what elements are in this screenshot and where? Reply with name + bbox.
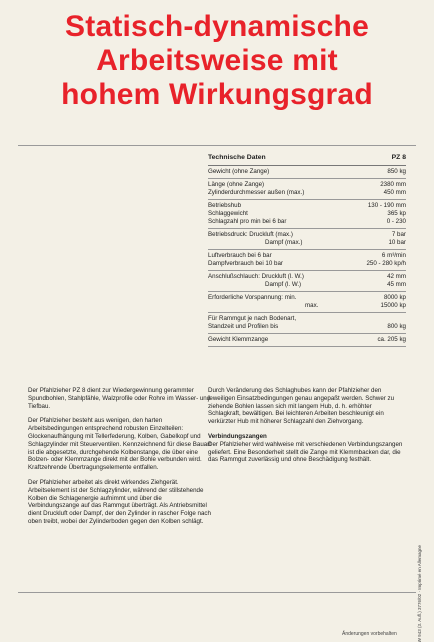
spec-label: max. xyxy=(305,302,319,309)
headline xyxy=(0,10,434,112)
spec-value: 250 - 280 kp/h xyxy=(366,260,406,267)
top-rule xyxy=(18,145,416,146)
left-paragraph-2: Der Pfahlzieher besteht aus wenigen, den harten Arbeitsbedingungen entsprechend robusten Einzelteilen: Glockenaufhängung mit Tellerfederung, Kolben, Gabelkopf und Schlagzylinder mit Steuerventilen. Kennzeichnend für diese Bauart ist die abgesetzte, durchgehende Kolbenstange, die über eine Bolzen- oder Klemmzange direkt mit der Bohle verbunden wird. Kraftzehrende Übertragungselemente entfallen. xyxy=(28,417,211,472)
spec-label: Dampf (l. W.) xyxy=(265,281,302,288)
right-paragraph-1: Durch Veränderung des Schlaghubes kann der Pfahlzieher den jeweiligen Einsatzbedingungen genau angepaßt werden. Schwer zu ziehende Bohlen lassen sich mit langem Hub, d. h. erhöhter Schlagkraft, bewältigen. Bei leichteren Arbeiten beschleunigt ein verkürzter Hub mit höherer Schlagzahl den Ziehvorgang. xyxy=(208,387,395,426)
spec-row xyxy=(208,302,406,310)
spec-value: 8000 kp xyxy=(383,294,406,301)
spec-group xyxy=(208,200,406,229)
spec-label: Dampfverbrauch bei 10 bar xyxy=(208,260,283,267)
spec-row xyxy=(208,168,406,176)
spec-row xyxy=(208,202,406,210)
technical-data-header xyxy=(208,154,406,166)
spec-group xyxy=(208,229,406,250)
spec-label: Gewicht Klemmzange xyxy=(208,336,269,343)
spec-row xyxy=(208,336,406,344)
print-code: W 943 (3. Aufl.) 3776/02 · Imprimé en Allemagne xyxy=(417,545,422,642)
spec-value: 6 m³/min xyxy=(381,252,406,259)
spec-value: 800 kg xyxy=(387,323,406,330)
spec-row xyxy=(208,315,406,323)
spec-group xyxy=(208,334,406,347)
spec-group xyxy=(208,179,406,200)
right-paragraph-2: Der Pfahlzieher wird wahlweise mit verschiedenen Verbindungszangen geliefert. Eine Besonderheit stellt die Zange mit Klemmbacken dar, die das Rammgut zuverlässig und ohne Beschädigung festhält. xyxy=(208,440,403,464)
spec-row xyxy=(208,210,406,218)
spec-label: Zylinderdurchmesser außen (max.) xyxy=(208,189,305,196)
spec-value: 10 bar xyxy=(388,239,406,246)
spec-row xyxy=(208,260,406,268)
left-paragraph-1: Der Pfahlzieher PZ 8 dient zur Wiedergewinnung gerammter Spundbohlen, Stahlpfähle, Walzprofile oder Rohre im Wasser- und Tiefbau. xyxy=(28,387,211,410)
spec-label: Betriebsdruck: Druckluft (max.) xyxy=(208,231,293,238)
spec-group xyxy=(208,250,406,271)
spec-row xyxy=(208,294,406,302)
spec-value: 15000 kp xyxy=(380,302,406,309)
left-column xyxy=(28,387,214,533)
technical-data-title: Technische Daten xyxy=(208,154,266,161)
footer-note: Änderungen vorbehalten xyxy=(342,631,397,637)
headline-line-1: Statisch-dynamische xyxy=(65,10,369,43)
right-column xyxy=(208,387,404,471)
headline-line-3: hohem Wirkungsgrad xyxy=(61,78,373,111)
spec-row xyxy=(208,231,406,239)
headline-line-2: Arbeitsweise mit xyxy=(96,44,338,77)
spec-label: Erforderliche Vorspannung: min. xyxy=(208,294,297,301)
bottom-rule xyxy=(18,592,416,593)
spec-label: Länge (ohne Zange) xyxy=(208,181,265,188)
spec-label: Für Rammgut je nach Bodenart, xyxy=(208,315,297,322)
spec-group xyxy=(208,313,406,334)
spec-group xyxy=(208,166,406,179)
spec-group xyxy=(208,292,406,313)
spec-value: 2380 mm xyxy=(380,181,406,188)
spec-value: ca. 205 kg xyxy=(377,336,406,343)
technical-data-table xyxy=(208,154,406,347)
spec-row xyxy=(208,281,406,289)
spec-value: 0 - 230 xyxy=(386,218,406,225)
spec-row xyxy=(208,218,406,226)
left-paragraph-3: Der Pfahlzieher arbeitet als direkt wirkendes Ziehgerät. Arbeitselement ist der Schlagzylinder, während der stillstehende Kolben die Schlagenergie aufnimmt und über die Verbindungszange auf das Rammgut überträgt. Als Antriebsmittel dient Druckluft oder Dampf, der den Zylinder in rascher Folge nach oben treibt, wobei der Zylinderboden gegen den Kolben schlägt. xyxy=(28,478,211,525)
spec-row xyxy=(208,189,406,197)
spec-row xyxy=(208,323,406,331)
spec-label: Schlagzahl pro min bei 6 bar xyxy=(208,218,287,225)
spec-label: Gewicht (ohne Zange) xyxy=(208,168,270,175)
spec-label: Standzeit und Profilen bis xyxy=(208,323,279,330)
spec-label: Luftverbrauch bei 6 bar xyxy=(208,252,272,259)
spec-value: 130 - 190 mm xyxy=(367,202,406,209)
spec-label: Betriebshub xyxy=(208,202,242,209)
spec-label: Schlaggewicht xyxy=(208,210,248,217)
spec-groups xyxy=(208,166,406,347)
right-subheading: Verbindungszangen xyxy=(208,432,267,440)
spec-label: Dampf (max.) xyxy=(265,239,303,246)
spec-value: 7 bar xyxy=(391,231,406,238)
spec-label: Anschlußschlauch: Druckluft (l. W.) xyxy=(208,273,304,280)
spec-value: 45 mm xyxy=(387,281,406,288)
spec-row xyxy=(208,239,406,247)
spec-row xyxy=(208,181,406,189)
spec-value: 365 kp xyxy=(387,210,406,217)
spec-value: 850 kg xyxy=(387,168,406,175)
spec-group xyxy=(208,271,406,292)
spec-value: 450 mm xyxy=(383,189,406,196)
spec-row xyxy=(208,273,406,281)
spec-row xyxy=(208,252,406,260)
model-name: PZ 8 xyxy=(391,154,406,161)
spec-value: 42 mm xyxy=(387,273,406,280)
